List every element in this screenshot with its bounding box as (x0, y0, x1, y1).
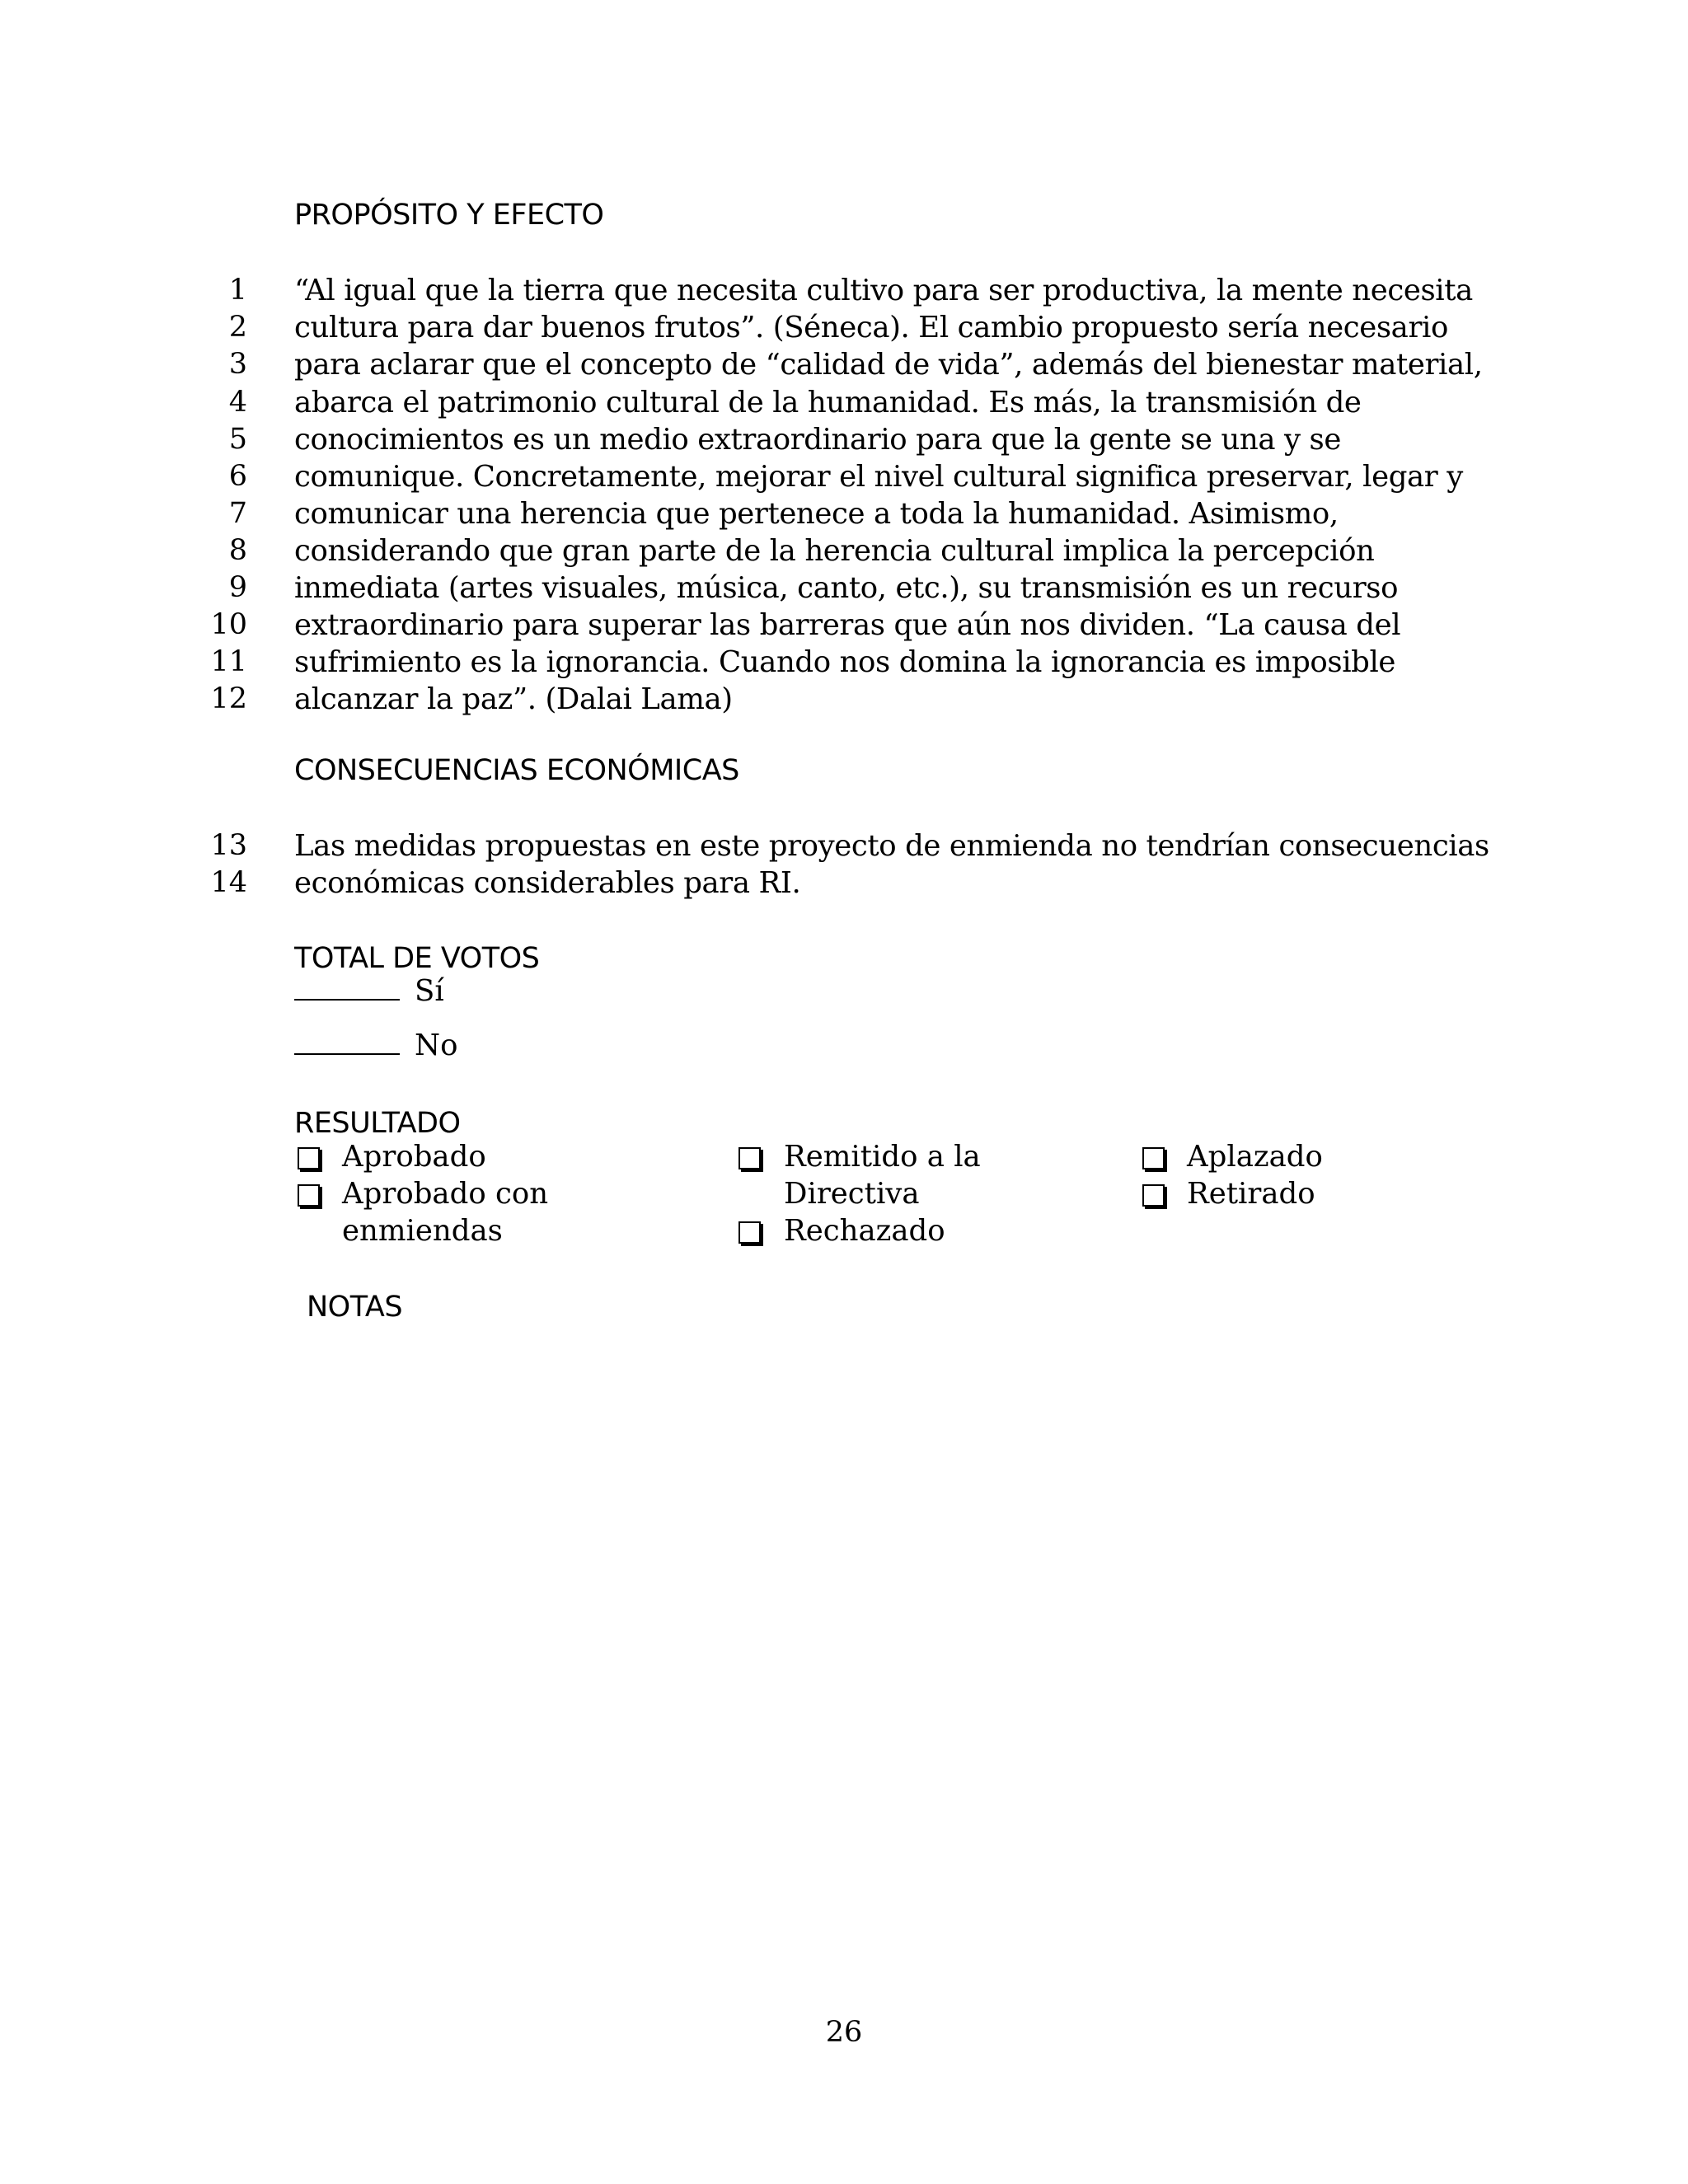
line-text: sufrimiento es la ignorancia. Cuando nos domina la ignorancia es imposible (294, 645, 1396, 679)
text-line (0, 309, 1688, 346)
line-number: 11 (210, 645, 247, 678)
line-number: 1 (228, 274, 247, 307)
economic-heading: CONSECUENCIAS ECONÓMICAS (294, 754, 739, 787)
text-line (0, 681, 1688, 718)
option-referred-to-board-label: Remitido a la (784, 1140, 981, 1174)
checkbox-referred-to-board[interactable] (738, 1147, 761, 1169)
line-text: abarca el patrimonio cultural de la humanidad. Es más, la transmisión de (294, 386, 1362, 419)
line-text: “Al igual que la tierra que necesita cultivo para ser productiva, la mente necesita (294, 274, 1473, 307)
line-number: 10 (210, 608, 247, 641)
line-number: 5 (228, 423, 247, 456)
text-line (0, 532, 1688, 569)
votes-heading: TOTAL DE VOTOS (294, 942, 540, 975)
text-line (0, 827, 1688, 865)
option-referred-to-board-label-cont: Directiva (784, 1177, 920, 1211)
checkbox-withdrawn[interactable] (1142, 1184, 1165, 1207)
vote-no (294, 1027, 457, 1064)
checkbox-postponed[interactable] (1142, 1147, 1165, 1169)
vote-no-label: No (415, 1029, 458, 1062)
line-text: comunicar una herencia que pertenece a toda la humanidad. Asimismo, (294, 497, 1339, 531)
text-line (0, 458, 1688, 495)
line-text: Las medidas propuestas en este proyecto de enmienda no tendrían consecuencias (294, 829, 1489, 863)
text-line (0, 272, 1688, 309)
line-number: 4 (228, 386, 247, 419)
line-text: comunique. Concretamente, mejorar el nivel cultural significa preservar, legar y (294, 460, 1463, 494)
checkbox-rejected[interactable] (738, 1221, 761, 1244)
line-number: 6 (228, 460, 247, 493)
page-number: 26 (825, 2016, 863, 2049)
option-approved-with-amendments-label: Aprobado con (342, 1177, 549, 1211)
notes-heading: NOTAS (307, 1291, 403, 1324)
line-text: extraordinario para superar las barreras que aún nos dividen. “La causa del (294, 608, 1401, 642)
line-number: 13 (210, 829, 247, 862)
line-number: 9 (228, 571, 247, 604)
line-text: económicas considerables para RI. (294, 866, 801, 900)
option-approved-label: Aprobado (342, 1140, 486, 1174)
text-line (0, 644, 1688, 681)
vote-no-blank[interactable] (294, 1027, 400, 1055)
line-number: 12 (210, 682, 247, 715)
option-withdrawn-label: Retirado (1187, 1177, 1315, 1211)
line-number: 8 (228, 534, 247, 567)
vote-yes (294, 972, 444, 1010)
checkbox-approved-with-amendments[interactable] (298, 1184, 320, 1207)
line-text: cultura para dar buenos frutos”. (Séneca). El cambio propuesto sería necesario (294, 311, 1448, 344)
result-heading: RESULTADO (294, 1107, 461, 1140)
option-postponed-label: Aplazado (1187, 1140, 1323, 1174)
checkbox-approved[interactable] (298, 1147, 320, 1169)
line-text: inmediata (artes visuales, música, canto, etc.), su transmisión es un recurso (294, 571, 1399, 605)
line-number: 7 (228, 497, 247, 530)
option-approved-with-amendments-label-cont: enmiendas (342, 1214, 503, 1248)
line-text: para aclarar que el concepto de “calidad de vida”, además del bienestar material, (294, 348, 1483, 382)
text-line (0, 346, 1688, 383)
text-line (0, 495, 1688, 532)
line-text: alcanzar la paz”. (Dalai Lama) (294, 682, 733, 716)
vote-yes-blank[interactable] (294, 972, 400, 1001)
line-number: 2 (228, 311, 247, 344)
line-number: 14 (210, 866, 247, 899)
text-line (0, 607, 1688, 644)
line-text: considerando que gran parte de la herencia cultural implica la percepción (294, 534, 1375, 568)
text-line (0, 421, 1688, 458)
vote-yes-label: Sí (415, 974, 444, 1008)
text-line (0, 569, 1688, 607)
line-text: conocimientos es un medio extraordinario para que la gente se una y se (294, 423, 1341, 457)
line-number: 3 (228, 348, 247, 381)
option-rejected-label: Rechazado (784, 1214, 945, 1248)
text-line (0, 865, 1688, 902)
text-line (0, 384, 1688, 421)
purpose-heading: PROPÓSITO Y EFECTO (294, 199, 604, 232)
